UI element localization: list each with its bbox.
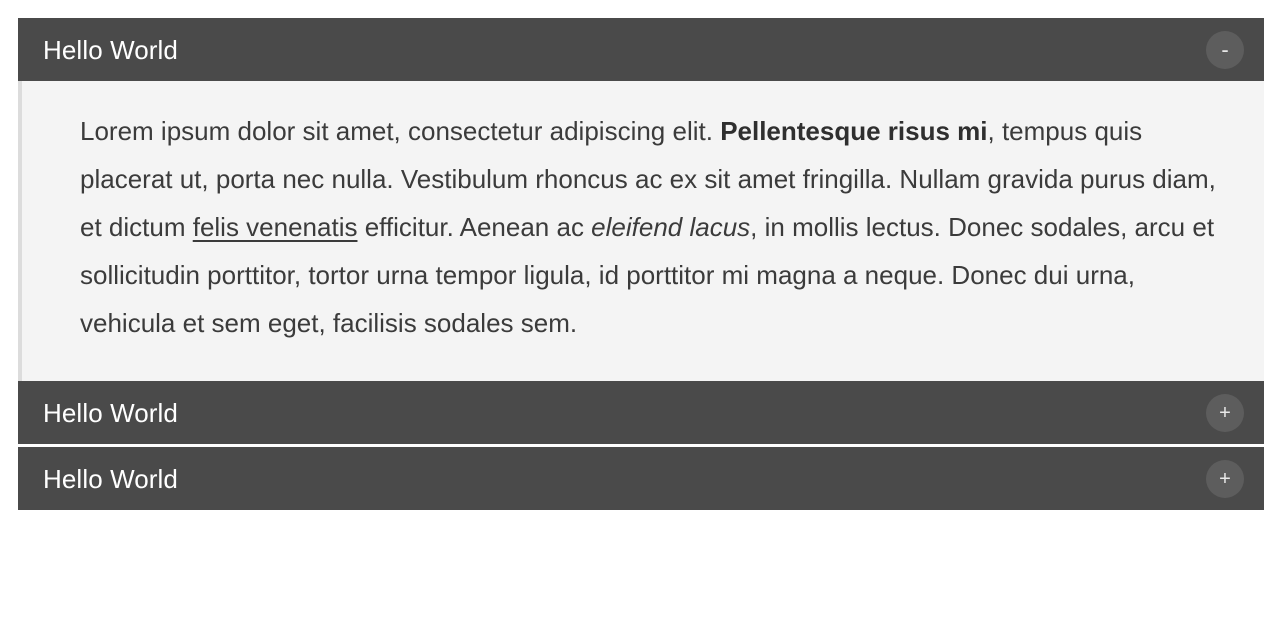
text-segment: , tempus quis placerat ut, porta nec nulla. Vestibulum rhoncus ac ex sit amet fringilla. Nullam gravida purus diam, et dictum [80,116,1216,243]
accordion-panel-2 [18,381,1264,444]
accordion-paragraph-1 [80,107,1224,347]
text-segment-italic: eleifend lacus [591,212,751,243]
accordion-header-3[interactable] [18,447,1264,510]
plus-icon[interactable]: + [1206,460,1244,498]
accordion-panel-3 [18,447,1264,510]
text-segment: efficitur. Aenean ac [357,212,592,243]
accordion-title-2: Hello World [43,397,178,428]
text-segment-underline: felis venenatis [192,212,358,243]
accordion-panel-1 [18,18,1264,381]
text-segment: , in mollis lectus. Donec sodales, arcu et sollicitudin porttitor, tortor urna tempor ligula, id porttitor mi magna a neque. Donec dui urna, vehicula et sem eget, facilisis sodales sem. [80,212,1215,339]
accordion-title-1: Hello World [43,34,178,65]
text-segment-bold: Pellentesque risus mi [720,116,988,146]
minus-icon[interactable]: - [1206,31,1244,69]
text-segment: Lorem ipsum dolor sit amet, consectetur adipiscing elit. [80,116,721,146]
accordion-title-3: Hello World [43,463,178,494]
accordion-content-1 [18,81,1264,381]
plus-icon[interactable]: + [1206,394,1244,432]
accordion-header-2[interactable] [18,381,1264,444]
accordion-header-1[interactable] [18,18,1264,81]
accordion [18,18,1264,510]
